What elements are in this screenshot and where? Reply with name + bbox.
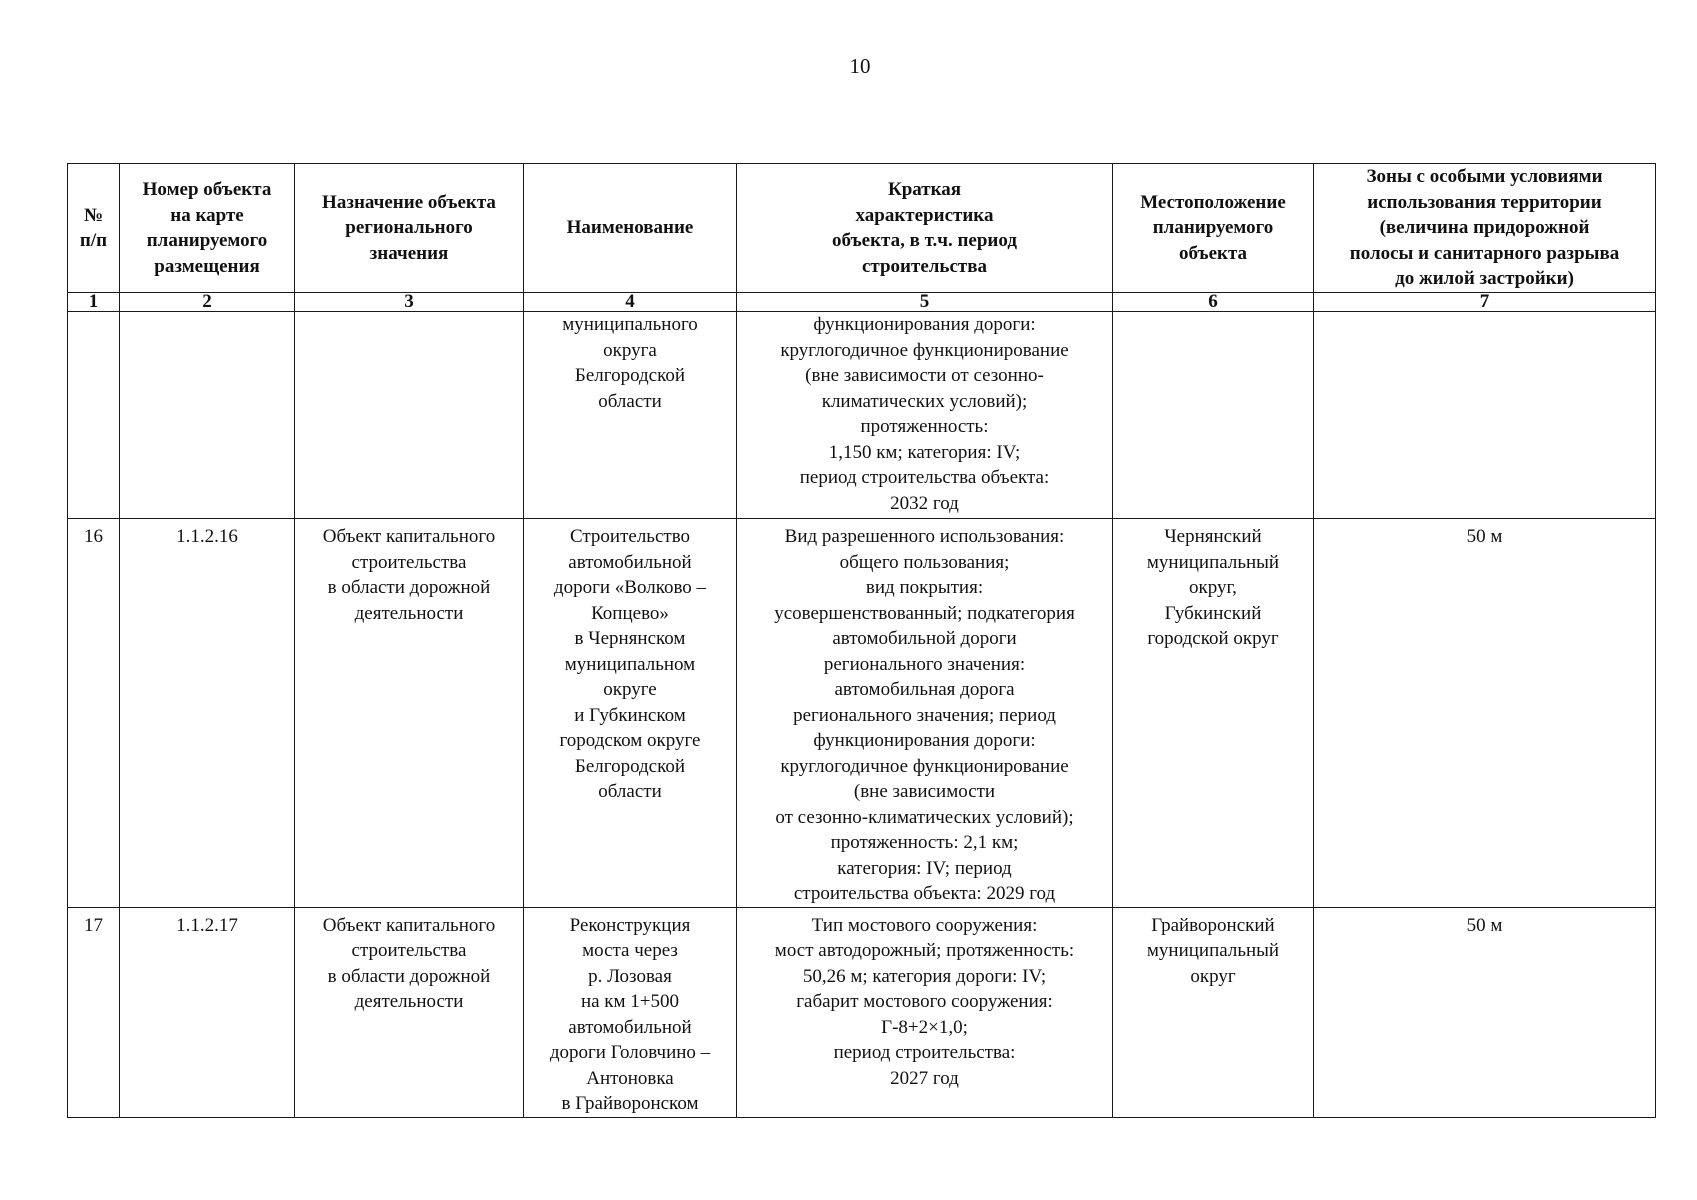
cell-text-line: планируемого [1152, 217, 1274, 239]
cell-text-line: категория: IV; период [837, 857, 1012, 879]
column-number-row [68, 293, 1656, 312]
cell-zones [1314, 519, 1656, 908]
cell-text-line: климатических условий); [821, 390, 1028, 412]
cell-text-line: протяженность: 2,1 км; [830, 832, 1019, 853]
cell-text-line: размещения [154, 255, 260, 277]
cell-purpose [295, 519, 524, 908]
cell-text-line: круглогодичное функционирование [780, 755, 1069, 777]
cell-text-line: (вне зависимости от сезонно- [805, 365, 1044, 386]
cell-text-line: использования территории [1367, 191, 1602, 213]
cell-text-line: городском округе [559, 730, 701, 751]
cell-map-number [120, 519, 295, 908]
cell-characteristics [737, 519, 1113, 908]
cell-purpose [295, 907, 524, 1117]
cell-text-line: округ [1190, 965, 1236, 987]
cell-text-line: муниципальном [564, 653, 696, 675]
cell-zones [1314, 312, 1656, 519]
cell-text-line: округ, [1189, 577, 1237, 598]
cell-name [524, 312, 737, 519]
cell-text-line: протяженность: [860, 416, 989, 437]
column-number: 3 [295, 293, 524, 312]
cell-number [68, 519, 120, 908]
cell-text-line: Грайворонский [1151, 914, 1275, 936]
cell-text-line: городской округ [1147, 628, 1279, 649]
cell-text-line: круглогодичное функционирование [780, 339, 1069, 361]
cell-text-line: в Чернянском [574, 628, 686, 649]
cell-text-line: дороги Головчино – [549, 1042, 711, 1063]
cell-text-line: регионального значения; период [793, 704, 1056, 726]
cell-text-line: муниципальный [1146, 940, 1280, 961]
cell-text-line: Объект капитального [322, 526, 496, 547]
cell-text-line: строительства [351, 551, 467, 573]
cell-text-line: дороги «Волково – [553, 577, 707, 598]
cell-text-line: в области дорожной [327, 965, 491, 987]
cell-text-line: объекта, в т.ч. период [832, 230, 1017, 251]
cell-text-line: Номер объекта [142, 179, 272, 200]
cell-text-line: муниципальный [1146, 551, 1280, 573]
cell-text-line: Краткая [887, 179, 962, 200]
cell-text-line: строительства [861, 255, 987, 277]
cell-text-line: Местоположение [1140, 191, 1286, 213]
cell-text-line: период строительства объекта: [799, 467, 1050, 488]
cell-text-line: Наименование [566, 217, 694, 239]
cell-text-line: регионального значения: [823, 653, 1026, 675]
cell-text-line: 2027 год [890, 1067, 959, 1089]
cell-text-line: Реконструкция [569, 914, 691, 936]
cell-text-line: (вне зависимости [853, 781, 996, 802]
cell-text-line: Зоны с особыми условиями [1366, 166, 1603, 188]
cell-map-number [120, 312, 295, 519]
cell-map-number [120, 907, 295, 1117]
cell-text-line: на карте [170, 204, 244, 226]
header-cell-purpose [295, 164, 524, 293]
cell-text-line: 1.1.2.17 [176, 914, 238, 936]
cell-number [68, 907, 120, 1117]
cell-text-line: Антоновка [586, 1067, 674, 1089]
column-number: 2 [120, 293, 295, 312]
cell-text-line: 50,26 м; категория дороги: IV; [802, 965, 1047, 987]
column-number: 4 [524, 293, 737, 312]
cell-text-line: в области дорожной [327, 577, 491, 598]
header-cell-number [68, 164, 120, 293]
cell-text-line: р. Лозовая [588, 965, 672, 987]
table-row [68, 312, 1656, 519]
cell-location [1113, 312, 1314, 519]
cell-text-line: № [83, 204, 104, 226]
cell-text-line: п/п [79, 230, 108, 251]
cell-text-line: планируемого [146, 230, 268, 251]
cell-text-line: до жилой застройки) [1395, 268, 1574, 290]
cell-text-line: области [598, 390, 662, 412]
cell-text-line: Копцево» [591, 602, 669, 624]
cell-text-line: функционирования дороги: [813, 314, 1036, 335]
header-cell-characteristics [737, 164, 1113, 293]
cell-text-line: период строительства: [833, 1042, 1016, 1063]
cell-text-line: (величина придорожной [1379, 217, 1590, 239]
page-number: 10 [849, 54, 871, 78]
cell-characteristics [737, 312, 1113, 519]
cell-text-line: полосы и санитарного разрыва [1349, 242, 1620, 264]
cell-text-line: от сезонно-климатических условий); [775, 806, 1074, 828]
cell-text-line: деятельности [354, 602, 464, 624]
cell-text-line: автомобильной [568, 1016, 692, 1038]
cell-text-line: округе [603, 679, 657, 700]
cell-text-line: Строительство [569, 526, 691, 547]
cell-zones [1314, 907, 1656, 1117]
cell-text-line: Белгородской [574, 365, 686, 386]
cell-text-line: Назначение объекта [322, 191, 496, 213]
cell-text-line: вид покрытия: [865, 577, 984, 598]
cell-text-line: регионального [345, 217, 473, 239]
cell-text-line: Объект капитального [322, 914, 496, 936]
cell-number [68, 312, 120, 519]
cell-text-line: моста через [582, 940, 678, 961]
cell-text-line: муниципального [562, 314, 698, 335]
cell-characteristics [737, 907, 1113, 1117]
cell-location [1113, 907, 1314, 1117]
cell-name [524, 907, 737, 1117]
cell-text-line: округа [603, 339, 657, 361]
column-number: 1 [68, 293, 120, 312]
cell-text-line: усовершенствованный; подкатегория [774, 602, 1075, 624]
cell-text-line: 1,150 км; категория: IV; [828, 441, 1021, 463]
cell-text-line: общего пользования; [839, 551, 1010, 573]
cell-text-line: Вид разрешенного использования: [784, 526, 1065, 547]
cell-text-line: 50 м [1466, 526, 1503, 547]
cell-text-line: области [598, 781, 662, 802]
header-cell-location [1113, 164, 1314, 293]
cell-text-line: 17 [84, 914, 103, 936]
cell-text-line: значения [369, 242, 449, 264]
header-cell-zones [1314, 164, 1656, 293]
table-row [68, 519, 1656, 908]
cell-text-line: функционирования дороги: [813, 730, 1036, 751]
cell-text-line: и Губкинском [574, 704, 686, 726]
cell-text-line: автомобильной дороги [832, 628, 1017, 649]
cell-text-line: на км 1+500 [580, 991, 680, 1012]
header-row [68, 164, 1656, 293]
column-number: 7 [1314, 293, 1656, 312]
cell-text-line: 1.1.2.16 [176, 526, 238, 547]
cell-text-line: Тип мостового сооружения: [811, 914, 1038, 936]
column-number: 6 [1113, 293, 1314, 312]
cell-text-line: объекта [1178, 242, 1248, 264]
cell-text-line: 50 м [1466, 914, 1503, 936]
cell-text-line: Губкинский [1164, 602, 1262, 624]
cell-text-line: Г-8+2×1,0; [881, 1016, 968, 1038]
cell-text-line: 16 [84, 526, 103, 547]
planned-objects-table [67, 163, 1656, 1118]
cell-text-line: строительства объекта: 2029 год [793, 883, 1056, 904]
table-row [68, 907, 1656, 1117]
header-cell-name [524, 164, 737, 293]
cell-text-line: строительства [351, 940, 467, 961]
cell-text-line: 2032 год [890, 492, 959, 514]
cell-text-line: габарит мостового сооружения: [796, 991, 1053, 1012]
cell-text-line: мост автодорожный; протяженность: [774, 940, 1075, 961]
cell-text-line: автомобильной [568, 551, 692, 573]
cell-purpose [295, 312, 524, 519]
cell-text-line: деятельности [354, 991, 464, 1012]
cell-text-line: характеристика [855, 204, 994, 226]
cell-text-line: Белгородской [574, 755, 686, 777]
header-cell-map-number [120, 164, 295, 293]
cell-name [524, 519, 737, 908]
cell-text-line: Чернянский [1164, 526, 1262, 547]
column-number: 5 [737, 293, 1113, 312]
cell-text-line: в Грайворонском [561, 1093, 699, 1114]
cell-location [1113, 519, 1314, 908]
cell-text-line: автомобильная дорога [834, 679, 1015, 700]
